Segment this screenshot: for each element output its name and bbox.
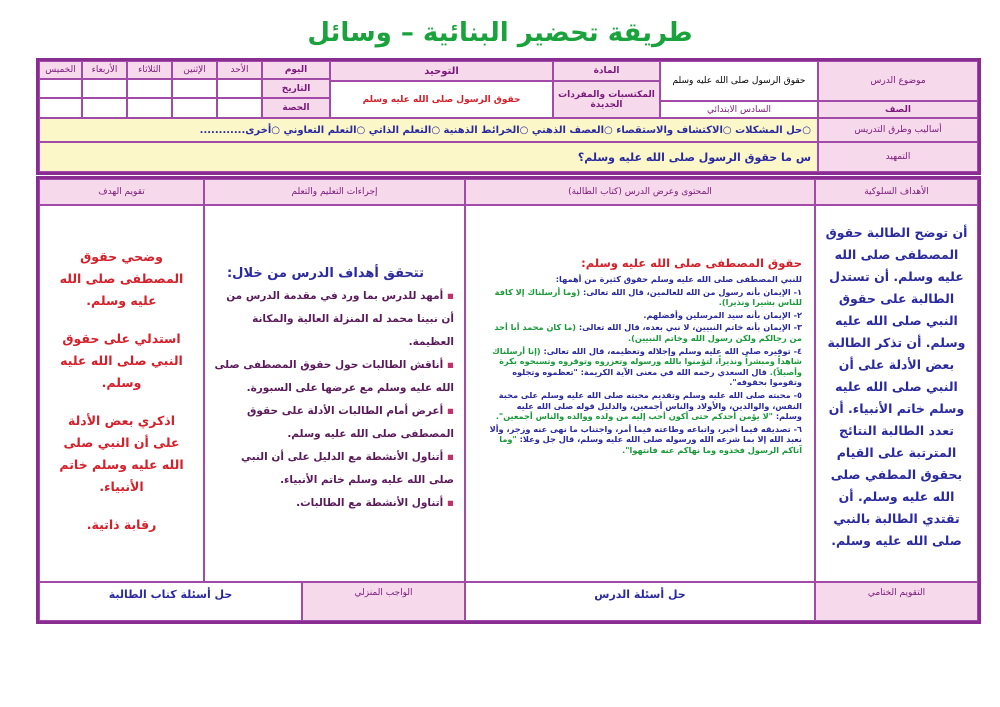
vocab-label: المكتسبات والمفردات الجديدة — [553, 81, 660, 118]
list-item: ▪ أعرض أمام الطالبات الأدلة على حقوق المصطفى صلى الله عليه وسلم. — [247, 405, 454, 440]
procedures-heading: تتحقق أهداف الدرس من خلال: — [226, 266, 424, 281]
day-wed: الأربعاء — [82, 61, 127, 79]
col-objectives: الأهداف السلوكية — [815, 179, 978, 205]
content-item-3: ٣- الإيمان بأنه خاتم النبيين، لا نبي بعده، قال الله تعالى: (ما كان محمد أبا أحد من رجالكم ولكن رسول الله وخاتم النبيين). — [494, 322, 802, 343]
page-title: طريقة تحضير البنائية – وسائل — [307, 18, 693, 48]
col-procedures: إجراءات التعليم والتعلم — [204, 179, 465, 205]
period-label: الحصة — [262, 98, 330, 118]
vocab-value: حقوق الرسول صلى الله عليه وسلم — [330, 81, 553, 118]
content-item-2: ٢- الإيمان بأنه سيد المرسلين وأفضلهم. — [643, 309, 802, 320]
objectives-cell — [815, 205, 978, 582]
topic-label: موضوع الدرس — [818, 61, 978, 101]
date-cell — [39, 79, 82, 98]
list-item: ▪ أتناول الأنشطة مع الطالبات. — [296, 497, 454, 509]
subject-label: المادة — [553, 61, 660, 81]
day-sun: الأحد — [217, 61, 262, 79]
final-eval-value: حل أسئلة الدرس — [465, 582, 815, 621]
topic-value: حقوق الرسول صلى الله عليه وسلم — [660, 61, 818, 101]
date-label: التاريخ — [262, 79, 330, 98]
period-cell — [39, 98, 82, 118]
class-label: الصف — [818, 101, 978, 118]
list-item: ▪ أتناول الأنشطة مع الدليل على أن النبي صلى الله عليه وسلم خاتم الأنبياء. — [240, 451, 454, 486]
content-item-6: ٦- تصديقه فيما أخبر، واتباعه وطاعته فيما أمر، واجتناب ما نهى عنه وزجر، وألا نعبد الله إلا بما شرعه الله ورسوله صلى الله عليه وسلم، قال جل وعلا: "وما آتاكم الرسول فخذوه وما نهاكم عنه فانتهوا". — [489, 423, 802, 455]
content-cell — [465, 205, 815, 582]
date-cell — [172, 79, 217, 98]
content-item-5: ٥- محبته صلى الله عليه وسلم وتقديم محبته صلى الله عليه وسلم على محبة النفس، والوالدين، والأولاد والناس أجمعين، والدليل قوله صلى الله عليه وسلم: "لا يؤمن أحدكم حتى أكون أحب إليه من ولده ووالده والناس أجمعين". — [495, 389, 802, 422]
evaluation-item: استدلي على حقوق النبي صلى الله عليه وسلم. — [60, 331, 183, 390]
day-thu: الخميس — [39, 61, 82, 79]
period-cell — [82, 98, 127, 118]
homework-value: حل أسئلة كتاب الطالبة — [39, 582, 302, 621]
list-item: ▪ أناقش الطالبات حول حقوق المصطفى صلى الله عليه وسلم مع عرضها على السبورة. — [214, 359, 454, 394]
date-cell — [82, 79, 127, 98]
period-cell — [172, 98, 217, 118]
content-item-4: ٤- توقيره صلى الله عليه وسلم وإجلاله وتعظيمه، قال الله تعالى: (إنا أرسلناك شاهداً ومبشراً ونذيراً، لتؤمنوا بالله ورسوله وتعزروه وتوقروه وتسبحوه بكرة وأصيلاً). قال السعدي رحمه الله في معنى الآية الكريمة: "تعظموه وتجلوه وتقوموا بحقوقه". — [492, 345, 802, 388]
col-content: المحتوى وعرض الدرس (كتاب الطالبة) — [465, 179, 815, 205]
day-tue: الثلاثاء — [127, 61, 172, 79]
final-eval-label: التقويم الختامي — [815, 582, 978, 621]
date-cell — [217, 79, 262, 98]
objectives-text: أن توضح الطالبة حقوق المصطفى صلى الله عليه وسلم. أن تستدل الطالبة على حقوق النبي صلى الله عليه وسلم. أن تذكر الطالبة بعض الأدلة على أن النبي صلى الله عليه وسلم خاتم الأنبياء. أن تعدد الطالبة النتائج المترتبة على القيام بحقوق المطفي صلى الله عليه وسلم. أن تقتدي الطالبة بالنبي صلى الله عليه وسلم. — [825, 225, 968, 548]
class-value: السادس الابتدائي — [660, 101, 818, 118]
methods-label: أساليب وطرق التدريس — [818, 118, 978, 142]
intro-label: التمهيد — [818, 142, 978, 172]
period-cell — [217, 98, 262, 118]
evaluation-item: رقابة ذاتية. — [86, 517, 157, 532]
day-mon: الإثنين — [172, 61, 217, 79]
period-cell — [127, 98, 172, 118]
day-label: اليوم — [262, 61, 330, 79]
subject-value: التوحيد — [330, 61, 553, 81]
homework-label: الواجب المنزلي — [302, 582, 465, 621]
content-item-1: ١- الإيمان بأنه رسول من الله للعالمين، قال الله تعالى: (وما أرسلناك إلا كافة للناس بشيرا ونذيرا). — [494, 286, 802, 308]
evaluation-item: اذكري بعض الأدلة على أن النبي صلى الله عليه وسلم خاتم الأنبياء. — [59, 413, 184, 494]
methods-value: ○حل المشكلات ○الاكتشاف والاستقصاء ○العصف الذهني ○الخرائط الذهنية ○التعلم الذاتي ○التعلم التعاوني ○أخرى............ — [39, 118, 818, 142]
intro-value: س ما حقوق الرسول صلى الله عليه وسلم؟ — [39, 142, 818, 172]
procedures-cell — [204, 205, 465, 582]
procedures-list — [213, 285, 454, 515]
date-cell — [127, 79, 172, 98]
evaluation-item: وضحي حقوق المصطفى صلى الله عليه وسلم. — [59, 249, 184, 308]
col-evaluation: تقويم الهدف — [39, 179, 204, 205]
content-heading: حقوق المصطفى صلى الله عليه وسلم: — [581, 256, 802, 270]
content-intro: للنبي المصطفى صلى الله عليه وسلم حقوق كثيرة من أهمها: — [555, 274, 802, 284]
evaluation-cell — [39, 205, 204, 582]
list-item: ▪ أمهد للدرس بما ورد في مقدمة الدرس من أن نبينا محمد له المنزلة العالية والمكانة العظيمة. — [226, 290, 454, 348]
